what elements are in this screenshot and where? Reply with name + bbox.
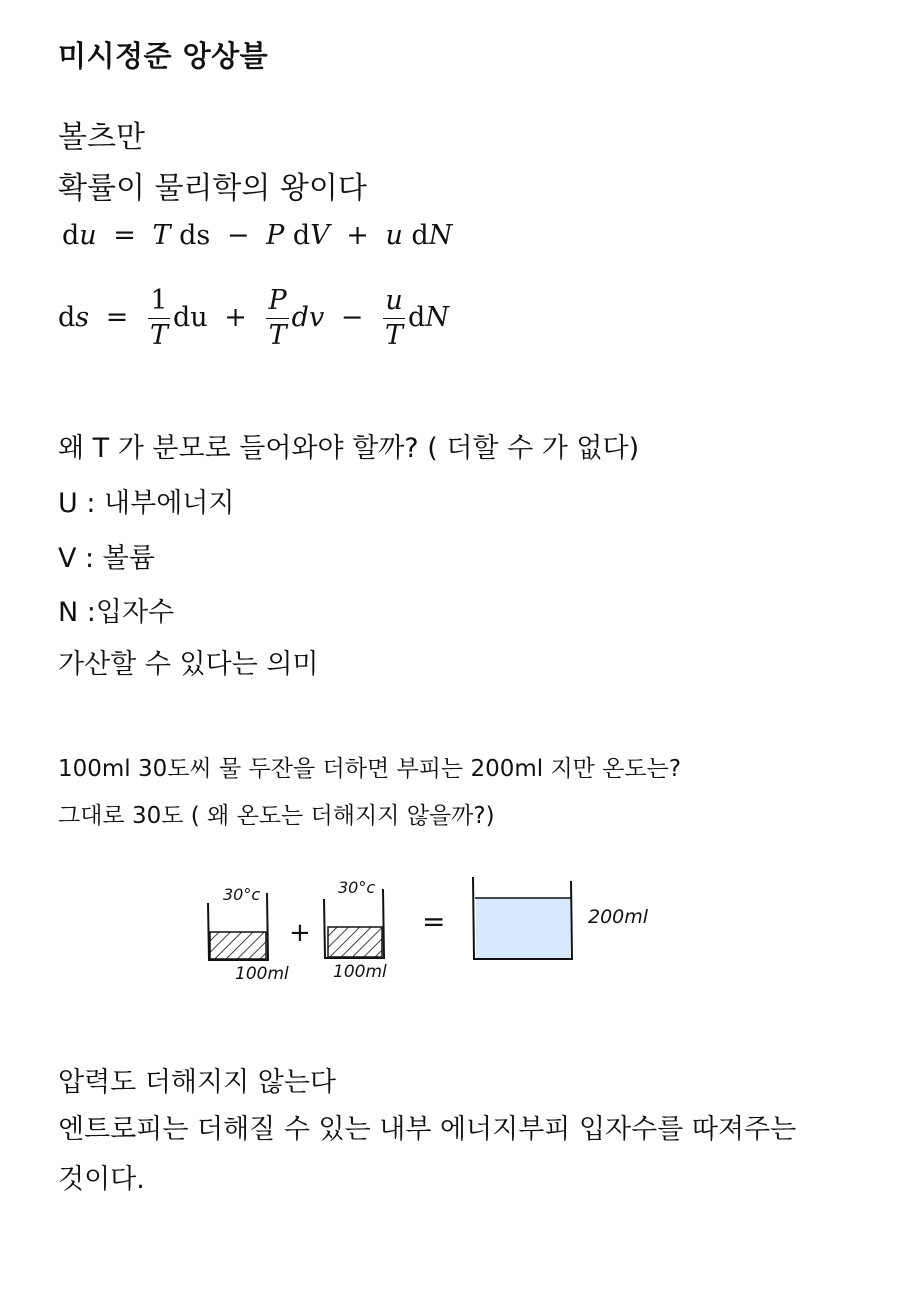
fraction-1-over-t: $\frac{1}{T}$ xyxy=(149,285,168,351)
text-probability-king: 확률이 물리학의 왕이다 xyxy=(58,171,367,206)
fraction-u-over-t: $\frac{u}{T}$ xyxy=(385,285,404,351)
text-v-definition: V : 볼륨 xyxy=(58,543,155,574)
text-entropy-line-2: 것이다. xyxy=(58,1164,145,1195)
beaker-2-temperature: 30°c xyxy=(338,878,376,897)
beaker-result xyxy=(473,877,649,959)
text-n-definition: N :입자수 xyxy=(58,597,175,628)
equation-du: du = T ds − P dV + u dN xyxy=(62,220,453,251)
equation-ds: ds = $\frac{1}{T}$ du + $\frac{P}{T}$ dv − $\frac{u}{T}$ dN xyxy=(58,285,449,351)
text-still-30: 그대로 30도 ( 왜 온도는 더해지지 않을까?) xyxy=(58,803,495,829)
text-water-question: 100ml 30도씨 물 두잔을 더하면 부피는 200ml 지만 온도는? xyxy=(58,756,682,782)
fraction-p-over-t: $\frac{P}{T}$ xyxy=(268,285,287,351)
text-why-t: 왜 T 가 분모로 들어와야 할까? ( 더할 수 가 없다) xyxy=(58,433,640,464)
sketch-plus-sign: + xyxy=(289,918,311,948)
beaker-2-volume: 100ml xyxy=(333,962,387,982)
beaker-sketch xyxy=(195,865,685,990)
beaker-1-volume: 100ml xyxy=(235,964,289,984)
text-pressure: 압력도 더해지지 않는다 xyxy=(58,1067,336,1098)
page-title: 미시정준 앙상블 xyxy=(58,39,269,73)
sketch-equals-sign: = xyxy=(422,905,446,938)
beaker-2 xyxy=(324,878,387,982)
beaker-1 xyxy=(208,885,289,984)
text-u-definition: U : 내부에너지 xyxy=(58,488,235,519)
text-additive: 가산할 수 있다는 의미 xyxy=(58,649,319,680)
beaker-1-temperature: 30°c xyxy=(223,885,261,904)
beaker-result-volume: 200ml xyxy=(588,906,649,928)
text-boltzmann: 볼츠만 xyxy=(58,120,145,155)
text-entropy-line-1: 엔트로피는 더해질 수 있는 내부 에너지부피 입자수를 따져주는 xyxy=(58,1114,797,1145)
